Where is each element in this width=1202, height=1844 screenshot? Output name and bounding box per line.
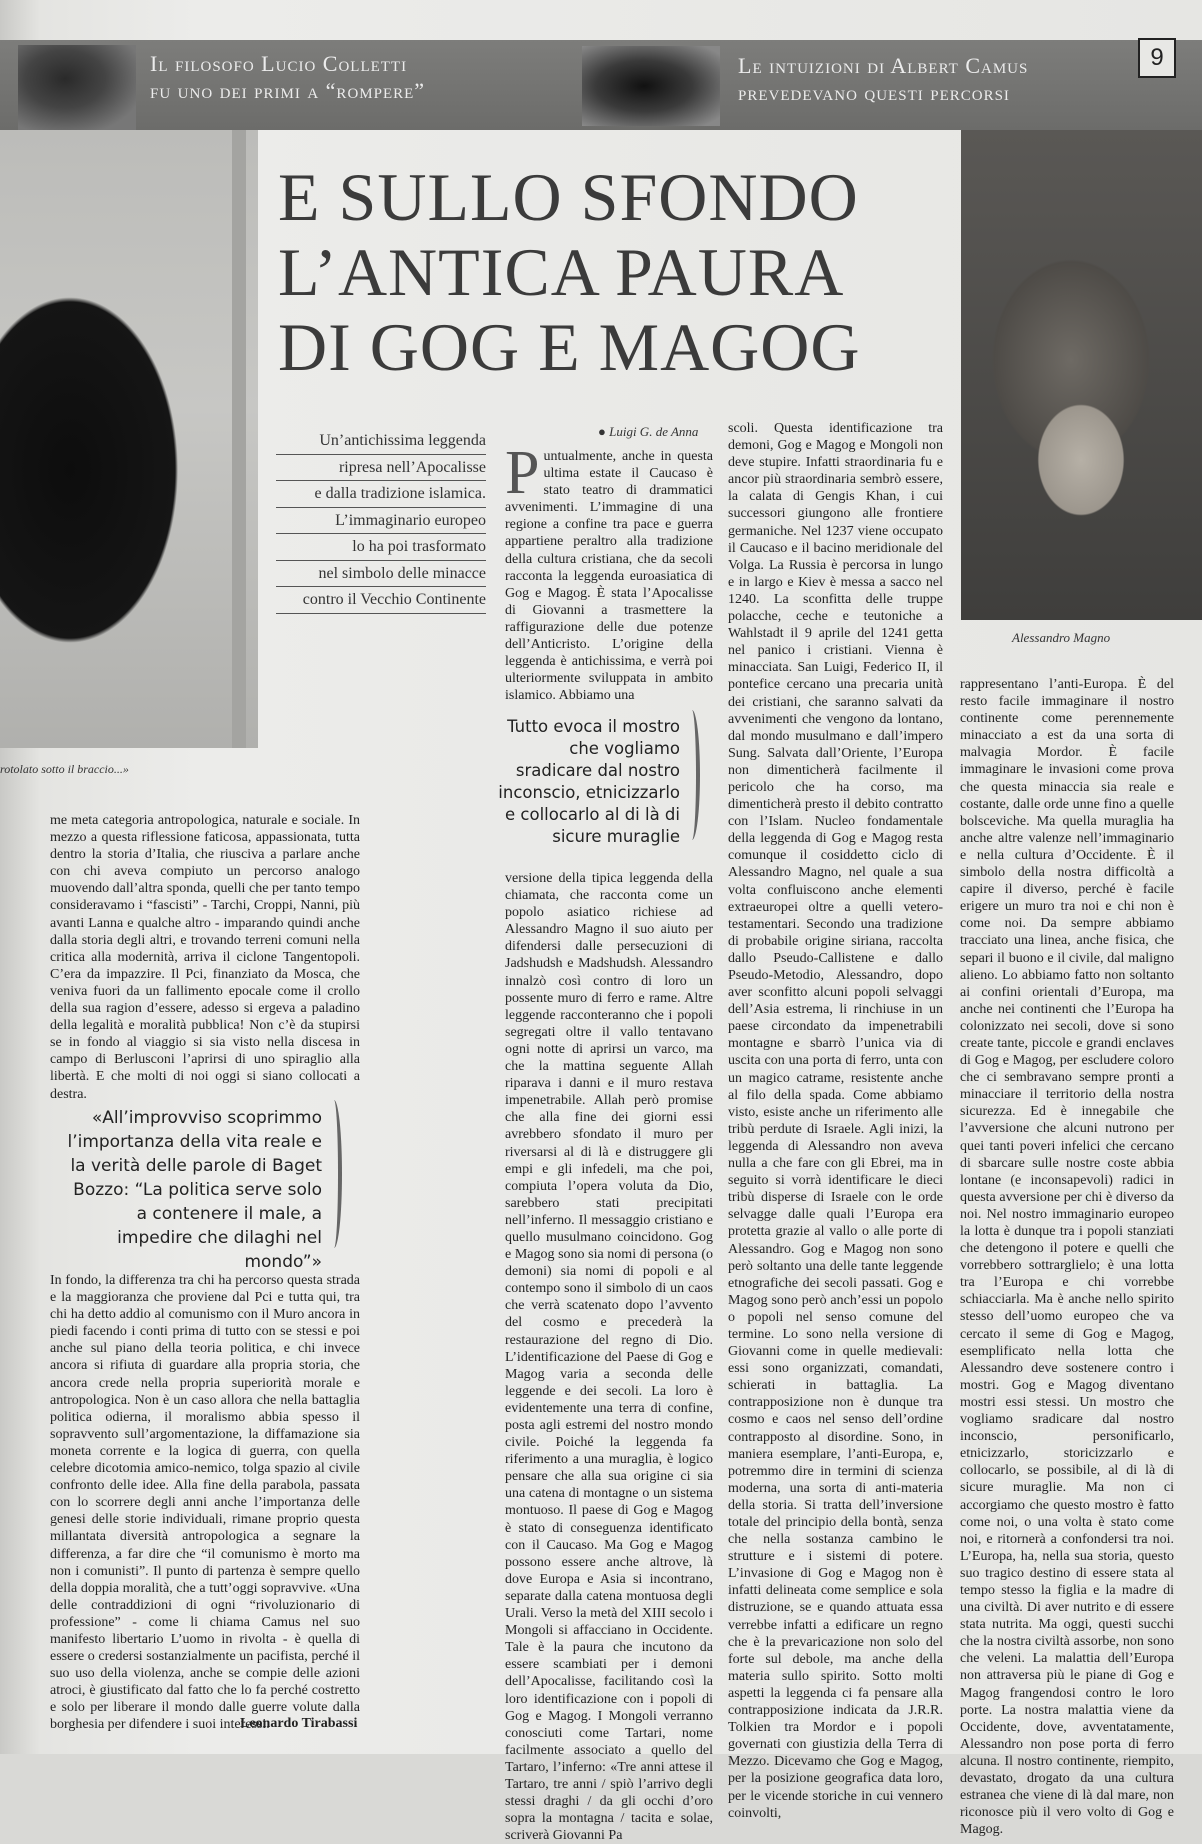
- pullquote-center: [490, 716, 680, 848]
- column-4: [960, 676, 1174, 1838]
- pullquote-bracket: [684, 710, 700, 840]
- paragraph: scoli. Questa identificazione tra demoni, Gog e Magog e Mongoli non deve stupire. Infatti straordinaria fu e ancor più straordinaria sembrò essere, la calata di Gengis Khan, i cui successori giungono alle frontiere germaniche. Nel 1237 viene occupato il Caucaso e il bacino meridionale del Volga. La Russia è percorsa in lungo e in largo e Kiev è messa a sacco nel 1240. La sconfitta delle truppe polacche, ceche e teutoniche a Wahlstadt il 9 aprile del 1241 getta nel panico i cristiani. Vienna è minacciata. San Luigi, Federico II, il pontefice cercano una precaria unità dei cristiani, che saranno salvati da avvenimenti che vengono da lontano, dal mondo musulmano e dall’impero Sung. Salvata dall’Oriente, l’Europa non dimenticherà facilmente il pericolo che ha corso, ma dimenticherà presto il debito contratto con l’Islam. Nucleo fondamentale della leggenda di Gog e Magog resta comunque il cosiddetto ciclo di Alessandro Magno, nel quale a sua volta confluiscono anche elementi extraeuropei oltre a quelli vetero-testamentari. Secondo una tradizione di probabile origine siriana, raccolta dallo Pseudo-Callistene e dallo Pseudo-Metodio, Alessandro, dopo aver sconfitto alcuni popoli selvaggi dell’Asia estrema, li rinchiuse in un paese circondato da impenetrabili montagne e sbarrò l’unica via di uscita con una porta di ferro, unta con un magico catrame, resistente anche al filo della spada. Come abbiamo visto, esiste anche un riferimento alle tribù perdute di Israele. Agli inizi, la leggenda di Alessandro non aveva nulla a che fare con gli Ebrei, ma in seguito si vorrà identificare le dieci tribù disperse di Israele con le orde selvagge dalle quali l’Europa era protetta grazie al vallo o alle porte di Alessandro. Gog e Magog non sono però soltanto una delle tante leggende etnografiche dei secoli passati. Gog e Magog sono però anch’essi un popolo o popoli nel senso comune del termine. Lo sono nella versione di Giovanni come in quelle medievali: essi sono organizzati, comandati, schierati in battaglia. La contrapposizione non è dunque tra cosmo e caos nel senso dell’ordine contrapposto al disordine. Sono, in maniera esemplare, l’anti-Europa, e, potremmo dire in termini di scienza moderna, una sorta di anti-materia della storia. Si tratta dell’inversione totale del principio della bontà, senza che nella sostanza cambino le strutture e i sistemi di potere. L’invasione di Gog e Magog non è infatti delineata come semplice e sola distruzione, se e quando attuata essa verrebbe infatti a edificare un regno che è la prevaricazione non solo del forte sul debole, ma anche della materia sullo spirito. Sotto molti aspetti la leggenda ci fa pensare alla contrapposizione indicata da J.R.R. Tolkien tra Mordor e i popoli governati con giustizia della Terra di Mezzo. Dicevamo che Gog e Magog, per la posizione geografica data loro, per le vicende storiche in cui vennero coinvolti,: [728, 421, 943, 1821]
- deck: [276, 428, 486, 614]
- page-number: 9: [1138, 38, 1176, 78]
- headline-line1: E SULLO SFONDO: [278, 159, 859, 235]
- photo-silhouette: [0, 130, 258, 748]
- deck-line: contro il Vecchio Continente: [276, 587, 486, 614]
- deck-line: Un’antichissima leggenda: [276, 428, 486, 455]
- byline: ● Luigi G. de Anna: [598, 424, 699, 439]
- deck-line: nel simbolo delle minacce: [276, 561, 486, 588]
- column-1-top: [50, 812, 360, 1102]
- paragraph: In fondo, la differenza tra chi ha percorso questa strada e la maggioranza che proviene dal Pci e tutta qui, tra chi ha detto addio al comunismo con il Muro ancora in piedi facendo i conti prima di tutto con se stessi e poi anche sul piano della teoria politica, e chi invece ancora si rifiuta di guardare alla propria storia, che ancora crede nella propria superiorità morale e antropologica. Non è un caso allora che nella battaglia politica odierna, il moralismo abbia spesso il sopravvento sull’argomentazione, la diffamazione sia moneta corrente e la logica di guerra, con quella celebre dicotomia amico-nemico, tolga spazio al civile confronto delle idee. Alla fine della parabola, passata con lo scorrere degli anni anche l’importanza delle genesi delle storie individuali, rimane proprio questa millantata diversità antropologica a segnare la differenza, a far dire che “il comunismo è morto ma non i comunisti”. Il punto di partenza è sempre quello della doppia moralità, che a tutt’oggi sopravvive. «Una delle contraddizioni di ogni “rivoluzionario di professione” - come li chiama Camus nel suo manifesto libertario L’uomo in rivolta - è quella di essere o credersi sostanzialmente un pacifista, perché il suo uso della violenza, anche se compie delle azioni atroci, è giustificato dal fatto che lo fa perché costretto e solo per liberare il mondo dalle guerre volute dalla borghesia per difendere i suoi interessi.: [50, 1273, 360, 1733]
- paragraph: rappresentano l’anti-Europa. È del resto facile immaginare il nostro continente come perennemente minacciato a est da una sorta di malvagia Mordor. È facile immaginare le invasioni come prova che questa minaccia sia reale e costante, dalle orde unne fino a quelle bolsceviche. Ma quella muraglia ha anche altre valenze nell’immaginario e nella cultura d’Occidente. È il simbolo della nostra difficoltà a capire il diverso, perché è facile erigere un muro tra noi e chi non è come noi. Da sempre abbiamo tracciato una linea, anche fisica, che separi il buono e il civile, dal maligno alieno. Lo abbiamo fatto non soltanto ai confini orientali d’Europa, ma anche nei continenti che l’Europa ha colonizzato nei secoli, dove si sono create tante, piccole e grandi enclaves di Gog e Magog, per escludere coloro che ci sembravano sempre pronti a minacciare il territorio della nostra sicurezza. Ed è innegabile che l’avversione che alcuni nutrono per quei tanti poveri infelici che cercano di sbarcare sulle nostre coste abbia lontane (e inconsapevoli) radici in questa avversione per chi è diverso da noi. Nel nostro immaginario europeo la lotta è dunque tra i popoli stanziati che detengono il potere e quelli che vorrebbero sottrarglielo; è una lotta tra l’Europa e chi vorrebbe schiacciarla. Ma è anche nello spirito stesso dell’uomo europeo che va cercato il seme di Gog e Magog, esemplificato nella lotta che Alessandro deve sostenere contro i mostri. Gog e Magog diventano mostri essi stessi. Un mostro che vogliamo sradicare dal nostro inconscio, personificarlo, etnicizzarlo, storicizzarlo e collocarlo, se possibile, al di là di sicure muraglie. Ma non ci accorgiamo che questo mostro è fatto come noi, o una volta è stato come noi, e ritornerà a confondersi tra noi. L’Europa, ha, nella sua storia, questo suo tragico destino di essere stata al tempo stesso la figlia e la madre di una civiltà. Di aver nutrito e di essere stata nutrita. Ma oggi, questi succhi che la nostra civiltà assorbe, non sono che veleni. La malattia dell’Europa non attraversa più le piane di Gog e Magog frangendosi contro le loro porte. La nostra malattia viene da Occidente, dove, avventatamente, Alessandro non pose porta di ferro alcuna. Il nostro continente, riempito, devastato, drogato da una cultura estranea che viene di là dal mare, non riconosce più il vero volto di Gog e Magog.: [960, 677, 1174, 1838]
- header-photo-colletti: [18, 45, 136, 130]
- pullquote-center-text: Tutto evoca il mostro che vogliamo sradicare dal nostro inconscio, etnicizzarlo e collocarlo al di là di sicure muraglie: [498, 717, 680, 846]
- column-3: [728, 420, 943, 1821]
- paragraph: versione della tipica leggenda della chiamata, che racconta come un popolo asiatico richiese ad Alessandro Magno il suo aiuto per difendersi dalle persecuzioni di Jadshudsh e Madshudsh. Alessandro innalzò così contro di loro un possente muro di ferro e rame. Altre leggende racconteranno che i popoli segregati oltre il vallo tentavano ogni notte di aprirsi un varco, ma che la mattina seguente Allah riparava i danni e il muro restava impenetrabile. Allah però promise che alla fine dei giorni essi avrebbero sfondato il muro per riversarsi al di là e distruggere gli empi e gli infedeli, ma che poi, compiuta l’opera voluta da Dio, sarebbero stati precipitati nell’inferno. Il messaggio cristiano e quello musulmano coincidono. Gog e Magog sono sia nomi di persona (o demoni) sia nomi di popoli e al contempo sono il simbolo di un caos che verrà scatenato dopo l’avvento del cosmo e precederà la restaurazione del regno di Dio. L’identificazione del Paese di Gog e Magog varia a seconda delle leggende e dei secoli. La loro è evidentemente una terra di confine, posta agli estremi del nostro mondo civile. Poiché la leggenda fa riferimento a una muraglia, è logico pensare che alla sua origine ci sia una catena di montagne o un sistema montuoso. Il paese di Gog e Magog è stato di conseguenza identificato con il Caucaso. Ma Gog e Magog possono essere anche altrove, là dove Europa e Asia si incontrano, separate dalla catena montuosa degli Urali. Verso la metà del XIII secolo i Mongoli si affacciano in Occidente. Tale è la paura che incutono da essere scambiati per i demoni dell’Apocalisse, facilitando così la loro identificazione con i popoli di Gog e Magog. I Mongoli verranno conosciuti come Tartari, nome facilmente associato a quello del Tartaro, l’inferno: «Tre anni attese il Tartaro, tre anni / spiò l’arrivo degli stessi draghi / da gli occhi d’oro sopra la montagna / tacita e solae, scriverà Giovanni Pa: [505, 871, 713, 1844]
- deck-line: lo ha poi trasformato: [276, 534, 486, 561]
- paragraph: untualmente, anche in questa ultima estate il Caucaso è stato teatro di drammatici avvenimenti. L’immagine di una regione a confine tra pace e guerra appartiene peraltro alla tradizione della cultura cristiana, che da secoli racconta la leggenda euroasiatica di Gog e Magog. È stata l’Apocalisse di Giovanni a trasmettere la raffigurazione delle due potenze dell’Anticristo. L’origine della leggenda è antichissima, e verrà poi ulteriormente sviluppata in ambito islamico. Abbiamo una: [505, 449, 713, 704]
- header-right-line2: prevedevano questi percorsi: [738, 80, 1010, 105]
- header-left-line2: fu uno dei primi a “rompere”: [150, 78, 426, 103]
- header-left-line1: Il filosofo Lucio Colletti: [150, 51, 408, 76]
- column-2-bottom: [505, 870, 713, 1844]
- deck-line: L’immaginario europeo: [276, 508, 486, 535]
- header-photo-camus: [582, 46, 720, 126]
- pullquote-left: [60, 1106, 322, 1274]
- header-right-line1: Le intuizioni di Albert Camus: [738, 53, 1029, 78]
- photo-pole: [232, 130, 246, 748]
- right-photo-caption: Alessandro Magno: [1012, 630, 1111, 645]
- headline-line3: DI GOG E MAGOG: [278, 309, 861, 385]
- headline: [278, 160, 968, 385]
- photo-alessandro-magno: [961, 130, 1202, 620]
- pullquote-left-text: «All’improvviso scoprimmo l’importanza della vita reale e la verità delle parole di Baget Bozzo: “La politica serve solo a contenere il male, a impedire che dilaghi nel mondo”»: [67, 1108, 322, 1272]
- column-2-top: [505, 439, 713, 704]
- paragraph: me meta categoria antropologica, naturale e sociale. In mezzo a questa riflessione faticosa, appassionata, tutta dentro la storia d’Italia, che riusciva a parlare anche con chi aveva compiuto un percorso analogo muovendo dall’altra sponda, quelli che per tanto tempo consideravamo i “fascisti” - Tarchi, Croppi, Nanni, più avanti Lanna e qualche altro - imparando quindi anche dalla storia degli altri, e trovando terreni comuni nella critica alla modernità, arriva il ciclone Tangentopoli. C’era da impazzire. Il Pci, finanziato da Mosca, che veniva fuori da un fallimento epocale come il crollo della sua ragion d’essere, adesso si ergeva a paladino della legalità e moralità pubblica! Non c’è da stupirsi se in fondo al viaggio si sia visto nella discesa in campo di Berlusconi l’aprirsi di uno spiraglio alla libertà. E che molti di noi oggi si siano collocati a destra.: [50, 813, 360, 1102]
- headline-line2: L’ANTICA PAURA: [278, 234, 845, 310]
- header-right-kicker: [738, 52, 1028, 106]
- signature: Leonardo Tirabassi: [240, 1716, 358, 1731]
- header-left-kicker: [150, 50, 425, 104]
- left-photo-caption: rotolato sotto il braccio...»: [0, 762, 129, 776]
- dropcap: P: [505, 439, 540, 507]
- pullquote-bracket: [326, 1100, 342, 1248]
- deck-line: e dalla tradizione islamica.: [276, 481, 486, 508]
- deck-line: ripresa nell’Apocalisse: [276, 455, 486, 482]
